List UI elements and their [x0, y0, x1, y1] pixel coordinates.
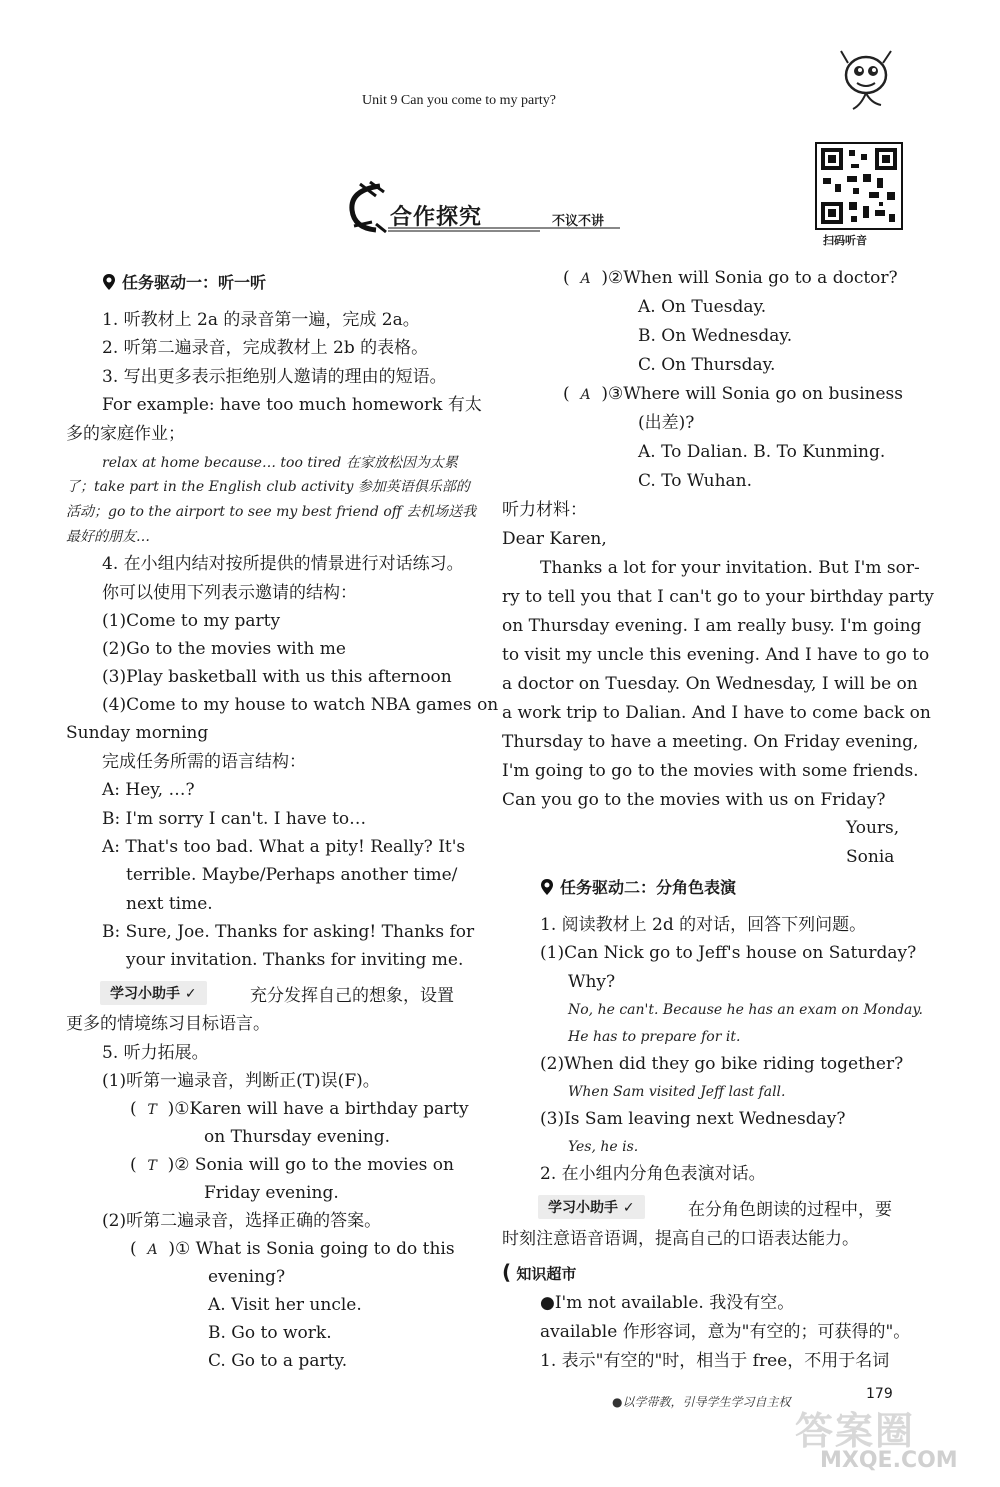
section-title: 合作探究 [390, 205, 483, 230]
option: C. To Wuhan. [638, 471, 753, 491]
section-subtitle: 不议不讲 [552, 214, 605, 229]
right-line: ●I'm not available. 我没有空。 [540, 1293, 795, 1313]
handwritten-answer: When Sam visited Jeff last fall. [568, 1084, 786, 1100]
check-icon: ✓ [622, 1200, 635, 1216]
qr-code-icon [817, 144, 901, 228]
question-text: )①Karen will have a birthday party [167, 1099, 469, 1119]
option: A. To Dalian. B. To Kunming. [638, 442, 886, 462]
left-line: 完成任务所需的语言结构： [102, 752, 306, 772]
task1-title: 任务驱动一：听一听 [122, 273, 267, 292]
question-text: evening? [208, 1267, 286, 1287]
question-text: )②When will Sonia go to a doctor? [601, 268, 898, 288]
unit-title: Unit 9 Can you come to my party? [362, 93, 557, 108]
answer-mark: A [580, 271, 591, 287]
knowledge-heading [502, 1261, 576, 1285]
answer-mark: A [580, 387, 591, 403]
mascot-illustration [833, 45, 903, 117]
left-line: B: I'm sorry I can't. I have to… [102, 809, 367, 829]
tf-question-1: ( T )①Karen will have a birthday party [130, 1099, 469, 1119]
letter-line: I'm going to go to the movies with some friends. [502, 761, 919, 781]
left-line: 更多的情境练习目标语言。 [66, 1014, 270, 1034]
letter-line: a doctor on Tuesday. On Wednesday, I will be on [502, 674, 918, 694]
letter-line: Can you go to the movies with us on Friday? [502, 790, 886, 810]
question-text: Friday evening. [204, 1183, 339, 1203]
left-line: 4. 在小组内结对按所提供的情景进行对话练习。 [102, 554, 464, 574]
left-line: (2)听第二遍录音，选择正确的答案。 [102, 1211, 382, 1231]
question-text: )② Sonia will go to the movies on [167, 1155, 454, 1175]
question-text: (出差)? [638, 413, 695, 433]
watermark: 答案圈 [795, 1409, 916, 1453]
left-line: 2. 听第二遍录音，完成教材上 2b 的表格。 [102, 338, 429, 358]
right-line: 1. 阅读教材上 2d 的对话，回答下列问题。 [540, 915, 867, 935]
option: B. On Wednesday. [638, 326, 793, 346]
task2-heading [540, 877, 736, 899]
handwritten-answer: 最好的朋友… [66, 529, 150, 545]
handwritten-answer: Yes, he is. [568, 1139, 639, 1155]
handwritten-answer: He has to prepare for it. [568, 1029, 741, 1045]
watermark-url: MXQE.COM [820, 1448, 958, 1473]
letter-line: Thanks a lot for your invitation. But I'm sor- [540, 558, 920, 578]
option: C. Go to a party. [208, 1351, 348, 1371]
question-text: )③Where will Sonia go on business [601, 384, 903, 404]
left-line: terrible. Maybe/Perhaps another time/ [126, 865, 458, 885]
helper-text: 在分角色朗读的过程中，要 [688, 1200, 892, 1220]
left-line: For example: have too much homework 有太 [102, 395, 482, 415]
right-line: 2. 在小组内分角色表演对话。 [540, 1164, 766, 1184]
left-line: (4)Come to my house to watch NBA games on [102, 695, 499, 715]
right-line: (3)Is Sam leaving next Wednesday? [540, 1109, 846, 1129]
left-line: 多的家庭作业； [66, 424, 185, 444]
handwritten-answer: relax at home because… too tired 在家放松因为太累 [102, 455, 458, 471]
left-line: A: That's too bad. What a pity! Really? It's [102, 837, 466, 857]
study-helper-badge [100, 981, 207, 1005]
right-line: 时刻注意语音语调，提高自己的口语表达能力。 [502, 1229, 859, 1249]
question-text: on Thursday evening. [204, 1127, 391, 1147]
location-pin-icon [540, 878, 554, 896]
qr-label: 扫码听音 [823, 234, 867, 247]
task2-title: 任务驱动二：分角色表演 [560, 878, 737, 897]
right-line: (1)Can Nick go to Jeff's house on Saturday? [540, 943, 917, 963]
option: C. On Thursday. [638, 355, 776, 375]
location-pin-icon [102, 273, 116, 291]
left-line: B: Sure, Joe. Thanks for asking! Thanks for [102, 922, 475, 942]
page-number: 179 [866, 1386, 893, 1402]
answer-mark: T [147, 1158, 157, 1174]
left-line: your invitation. Thanks for inviting me. [126, 950, 464, 970]
right-line: (2)When did they go bike riding together? [540, 1054, 904, 1074]
left-line: 1. 听教材上 2a 的录音第一遍，完成 2a。 [102, 310, 420, 330]
letter-signature: Sonia [846, 847, 895, 867]
mc-question-3: ( A )③Where will Sonia go on business [563, 384, 903, 404]
option: A. Visit her uncle. [208, 1295, 362, 1315]
letter-line: ry to tell you that I can't go to your birthday party [502, 587, 934, 607]
letter-line: a work trip to Dalian. And I have to come back on [502, 703, 931, 723]
left-line: Sunday morning [66, 723, 209, 743]
mc-question-1: ( A )① What is Sonia going to do this [130, 1239, 455, 1259]
study-helper-label: 学习小助手 [110, 986, 180, 1002]
footer-slogan: ●以学带教，引导学生学习自主权 [612, 1395, 791, 1409]
mc-question-2: ( A )②When will Sonia go to a doctor? [563, 268, 898, 288]
question-text: )① What is Sonia going to do this [168, 1239, 455, 1259]
right-line: available 作形容词，意为"有空的；可获得的"。 [540, 1322, 911, 1342]
letter-line: Thursday to have a meeting. On Friday evening, [502, 732, 919, 752]
left-line: (1)Come to my party [102, 611, 281, 631]
left-line: A: Hey, …? [102, 780, 195, 800]
answer-mark: A [147, 1242, 158, 1258]
answer-mark: T [147, 1102, 157, 1118]
right-line: Why? [568, 972, 616, 992]
left-line: next time. [126, 894, 213, 914]
check-icon: ✓ [184, 986, 197, 1002]
handwritten-answer: 活动；go to the airport to see my best friend off 去机场送我 [66, 504, 477, 520]
tf-question-2: ( T )② Sonia will go to the movies on [130, 1155, 454, 1175]
knowledge-title: 知识超市 [516, 1265, 577, 1283]
helper-text: 充分发挥自己的想象，设置 [250, 986, 454, 1006]
left-line: 3. 写出更多表示拒绝别人邀请的理由的短语。 [102, 367, 447, 387]
study-helper-label: 学习小助手 [548, 1200, 618, 1216]
letter-greeting: Dear Karen, [502, 529, 607, 549]
right-line: 1. 表示"有空的"时，相当于 free，不用于名词 [540, 1351, 890, 1371]
qr-code[interactable] [815, 142, 903, 230]
left-line: (3)Play basketball with us this afternoon [102, 667, 452, 687]
task1-heading [102, 272, 266, 294]
study-helper-badge [538, 1195, 645, 1219]
left-line: 你可以使用下列表示邀请的结构： [102, 583, 357, 603]
option: A. On Tuesday. [638, 297, 767, 317]
handwritten-answer: 了；take part in the English club activity 参加英语俱乐部的 [66, 479, 470, 495]
left-line: (1)听第一遍录音，判断正(T)误(F)。 [102, 1071, 380, 1091]
listening-material-title: 听力材料： [502, 500, 587, 520]
letter-closing: Yours, [846, 818, 900, 838]
bracket-icon: ( [502, 1260, 512, 1284]
option: B. Go to work. [208, 1323, 332, 1343]
handwritten-answer: No, he can't. Because he has an exam on Monday. [568, 1002, 923, 1018]
letter-line: to visit my uncle this evening. And I have to go to [502, 645, 930, 665]
left-line: 5. 听力拓展。 [102, 1043, 209, 1063]
left-line: (2)Go to the movies with me [102, 639, 346, 659]
letter-line: on Thursday evening. I am really busy. I'm going [502, 616, 922, 636]
